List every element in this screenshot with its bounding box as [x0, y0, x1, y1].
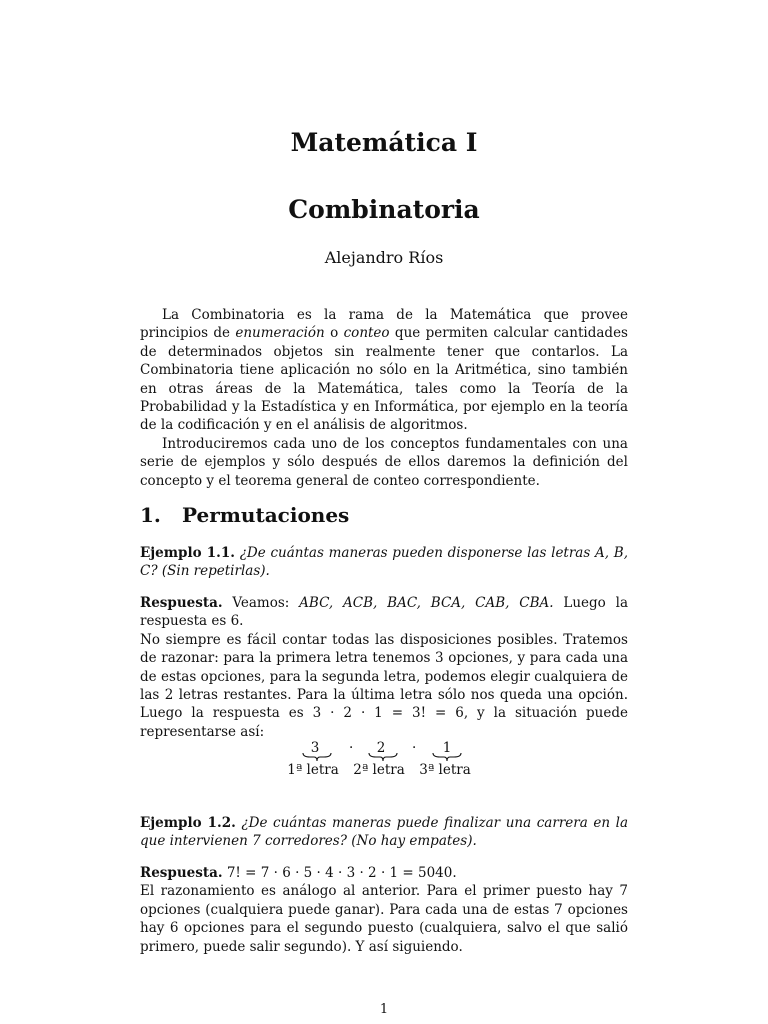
answer-2	[140, 864, 628, 956]
document-title: Matemática I	[290, 128, 478, 157]
section-title: Permutaciones	[182, 503, 350, 527]
underbrace-icon	[368, 752, 398, 762]
answer-2-formula: 7! = 7 · 6 · 5 · 4 · 3 · 2 · 1 = 5040.	[222, 865, 457, 881]
diagram-label-1: 1ª letra	[287, 762, 339, 778]
page-number: 1	[379, 1002, 389, 1017]
diagram-separator-1: ·	[349, 740, 354, 756]
intro-text-a: La Combinatoria es la rama de la Matemática que provee principios de	[140, 307, 628, 342]
intro-paragraph-2: Introduciremos cada uno de los conceptos fundamentales con una serie de ejemplos y sólo después de ellos daremos la definición del concepto y el teorema general de conteo correspondiente.	[140, 435, 628, 489]
answer-1-text-a: Veamos:	[232, 595, 300, 611]
document-subtitle: Combinatoria	[288, 195, 480, 224]
example-1-label: Ejemplo 1.1.	[140, 545, 235, 561]
underbrace-icon	[432, 752, 462, 762]
answer-2-paragraph-2: El razonamiento es análogo al anterior. Para el primer puesto hay 7 opciones (cualquiera puede ganar). Para cada una de estas 7 opciones hay 6 opciones para el segundo puesto (cualquiera, salvo el que salió primero, puede salir segundo). Y así siguiendo.	[140, 883, 628, 955]
answer-1-list: ABC, ACB, BAC, BCA, CAB, CBA.	[299, 595, 554, 611]
diagram-value-3: 1	[442, 740, 452, 756]
intro-text-c: que permiten calcular cantidades de determinados objetos sin realmente tener que contarlos. La Combinatoria tiene aplicación no sólo en la Aritmética, sino también en otras áreas de la Matemática, tales como la Teoría de la Probabilidad y la Estadística y en Informática, por ejemplo en la teoría de la codificación y en el análisis de algoritmos.	[140, 325, 628, 434]
intro-em-enumeracion: enumeración	[235, 325, 325, 342]
example-2-label: Ejemplo 1.2.	[140, 815, 236, 831]
diagram-label-2: 2ª letra	[353, 762, 405, 778]
section-heading	[140, 503, 349, 527]
diagram-label-3: 3ª letra	[419, 762, 471, 778]
author-name: Alejandro Ríos	[324, 248, 444, 267]
example-1	[140, 544, 628, 581]
answer-1-paragraph-2: No siempre es fácil contar todas las disposiciones posibles. Tratemos de razonar: para la primera letra tenemos 3 opciones, y para cada una de estas opciones, para la segunda letra, podemos elegir cualquiera de las 2 letras restantes. Para la última letra sólo nos queda una opción. Luego la respuesta es 3 · 2 · 1 = 3! = 6, y la situación puede representarse así:	[140, 631, 628, 740]
example-1-question: ¿De cuántas maneras pueden disponerse las letras A, B, C? (Sin repetirlas).	[140, 545, 628, 580]
section-number: 1.	[140, 503, 161, 527]
intro-block	[140, 306, 628, 490]
example-2	[140, 814, 628, 851]
answer-1-label: Respuesta.	[140, 595, 223, 611]
example-2-question: ¿De cuántas maneras puede finalizar una carrera en la que intervienen 7 corredores? (No hay empates).	[140, 815, 628, 850]
intro-text-b: o	[324, 325, 344, 342]
diagram-value-2: 2	[376, 740, 386, 756]
answer-1	[140, 594, 628, 741]
underbrace-icon	[302, 752, 332, 762]
answer-1-text-b: Luego la respuesta es 6.	[140, 595, 628, 630]
diagram-separator-2: ·	[412, 740, 417, 756]
intro-paragraph-1	[140, 306, 628, 435]
intro-em-conteo: conteo	[343, 325, 390, 342]
diagram-value-1: 3	[310, 740, 320, 756]
answer-2-label: Respuesta.	[140, 865, 223, 881]
counting-diagram	[287, 740, 480, 784]
